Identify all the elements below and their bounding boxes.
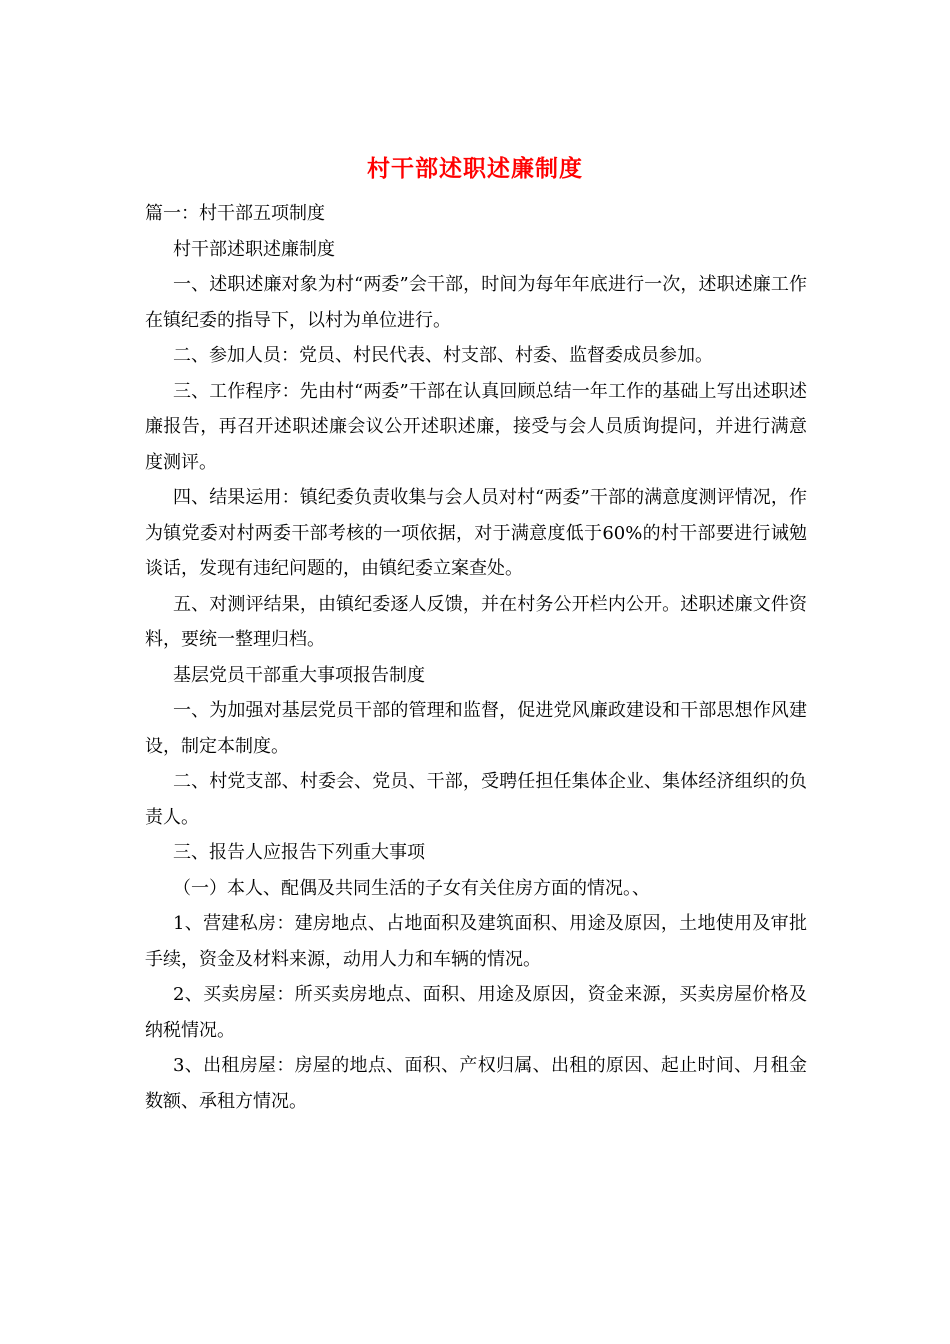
paragraph: 五、对测评结果，由镇纪委逐人反馈，并在村务公开栏内公开。述职述廉文件资料，要统一整理归档。 bbox=[145, 593, 807, 650]
document-title: 村干部述职述廉制度 bbox=[367, 155, 583, 182]
paragraph: 三、工作程序：先由村“两委”干部在认真回顾总结一年工作的基础上写出述职述廉报告，再召开述职述廉会议公开述职述廉，接受与会人员质询提问，并进行满意度测评。 bbox=[145, 380, 807, 473]
paragraph: （一）本人、配偶及共同生活的子女有关住房方面的情况。、 bbox=[173, 877, 650, 899]
paragraph: 四、结果运用：镇纪委负责收集与会人员对村“两委”干部的满意度测评情况，作为镇党委对村两委干部考核的一项依据，对于满意度低于60%的村干部要进行诫勉谈话，发现有违纪问题的，由镇纪委立案查处。 bbox=[145, 487, 807, 579]
document-body bbox=[145, 196, 807, 1119]
paragraph: 二、村党支部、村委会、党员、干部，受聘任担任集体企业、集体经济组织的负责人。 bbox=[145, 771, 807, 828]
paragraph: 三、报告人应报告下列重大事项 bbox=[173, 842, 425, 863]
paragraph: 篇一：村干部五项制度 bbox=[145, 203, 325, 224]
paragraph: 二、参加人员：党员、村民代表、村支部、村委、监督委成员参加。 bbox=[173, 345, 713, 366]
paragraph: 村干部述职述廉制度 bbox=[173, 238, 335, 260]
paragraph: 2、买卖房屋：所买卖房地点、面积、用途及原因，资金来源，买卖房屋价格及纳税情况。 bbox=[145, 984, 807, 1041]
paragraph: 3、出租房屋：房屋的地点、面积、产权归属、出租的原因、起止时间、月租金数额、承租方情况。 bbox=[145, 1055, 807, 1112]
paragraph: 1、营建私房：建房地点、占地面积及建筑面积、用途及原因，土地使用及审批手续，资金及材料来源，动用人力和车辆的情况。 bbox=[145, 913, 807, 970]
paragraph: 一、述职述廉对象为村“两委”会干部，时间为每年年底进行一次，述职述廉工作在镇纪委的指导下，以村为单位进行。 bbox=[145, 274, 807, 331]
paragraph: 基层党员干部重大事项报告制度 bbox=[173, 664, 425, 686]
paragraph: 一、为加强对基层党员干部的管理和监督，促进党风廉政建设和干部思想作风建设，制定本制度。 bbox=[145, 700, 807, 757]
